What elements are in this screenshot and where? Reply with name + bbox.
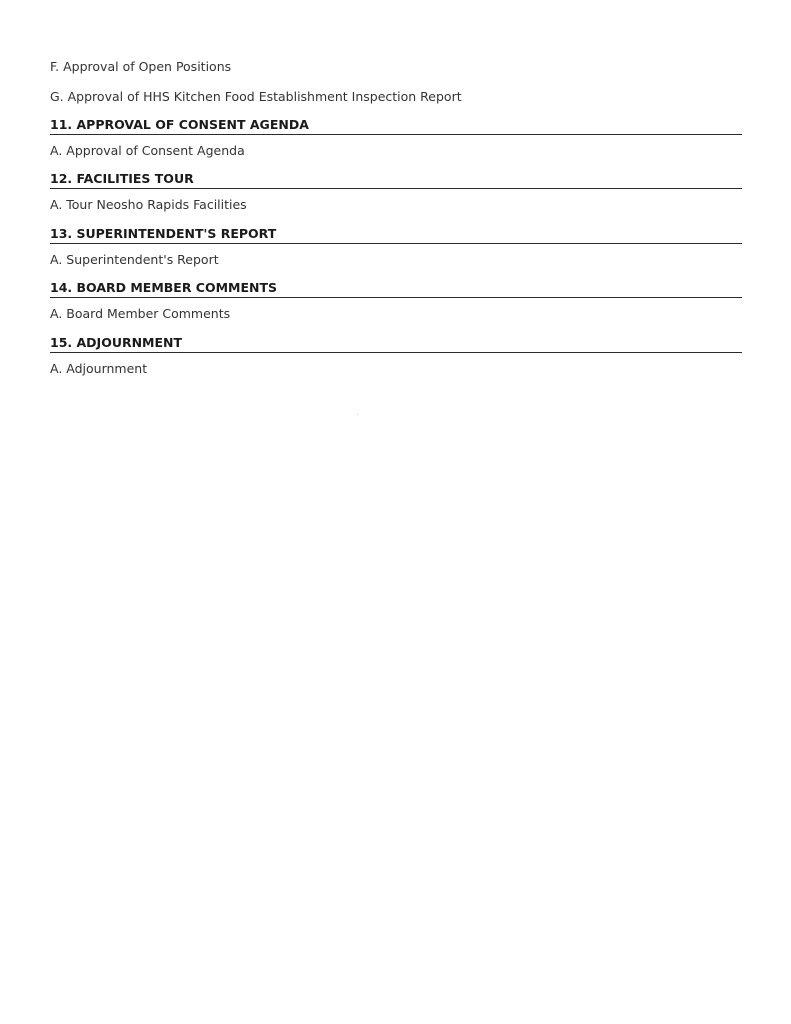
section-heading-label: 12. FACILITIES TOUR (50, 171, 194, 186)
section-heading-label: 14. BOARD MEMBER COMMENTS (50, 280, 278, 295)
section-heading-facilities-tour (50, 172, 742, 189)
section-heading-consent-agenda (50, 118, 742, 135)
section-heading-label: 15. ADJOURNMENT (50, 335, 183, 350)
agenda-item-kitchen-inspection: G. Approval of HHS Kitchen Food Establishment Inspection Report (50, 89, 462, 104)
agenda-item-open-positions: F. Approval of Open Positions (50, 59, 232, 74)
agenda-item-facilities-tour: A. Tour Neosho Rapids Facilities (50, 197, 247, 212)
scan-speck (357, 414, 358, 415)
section-heading-label: 13. SUPERINTENDENT'S REPORT (50, 226, 277, 241)
section-heading-board-comments (50, 281, 742, 298)
agenda-item-board-comments: A. Board Member Comments (50, 306, 231, 321)
section-heading-superintendent-report (50, 227, 742, 244)
agenda-item-superintendent-report: A. Superintendent's Report (50, 252, 219, 267)
agenda-item-consent-agenda: A. Approval of Consent Agenda (50, 143, 245, 158)
section-heading-label: 11. APPROVAL OF CONSENT AGENDA (50, 117, 309, 132)
agenda-item-adjournment: A. Adjournment (50, 361, 148, 376)
section-heading-adjournment (50, 336, 742, 353)
